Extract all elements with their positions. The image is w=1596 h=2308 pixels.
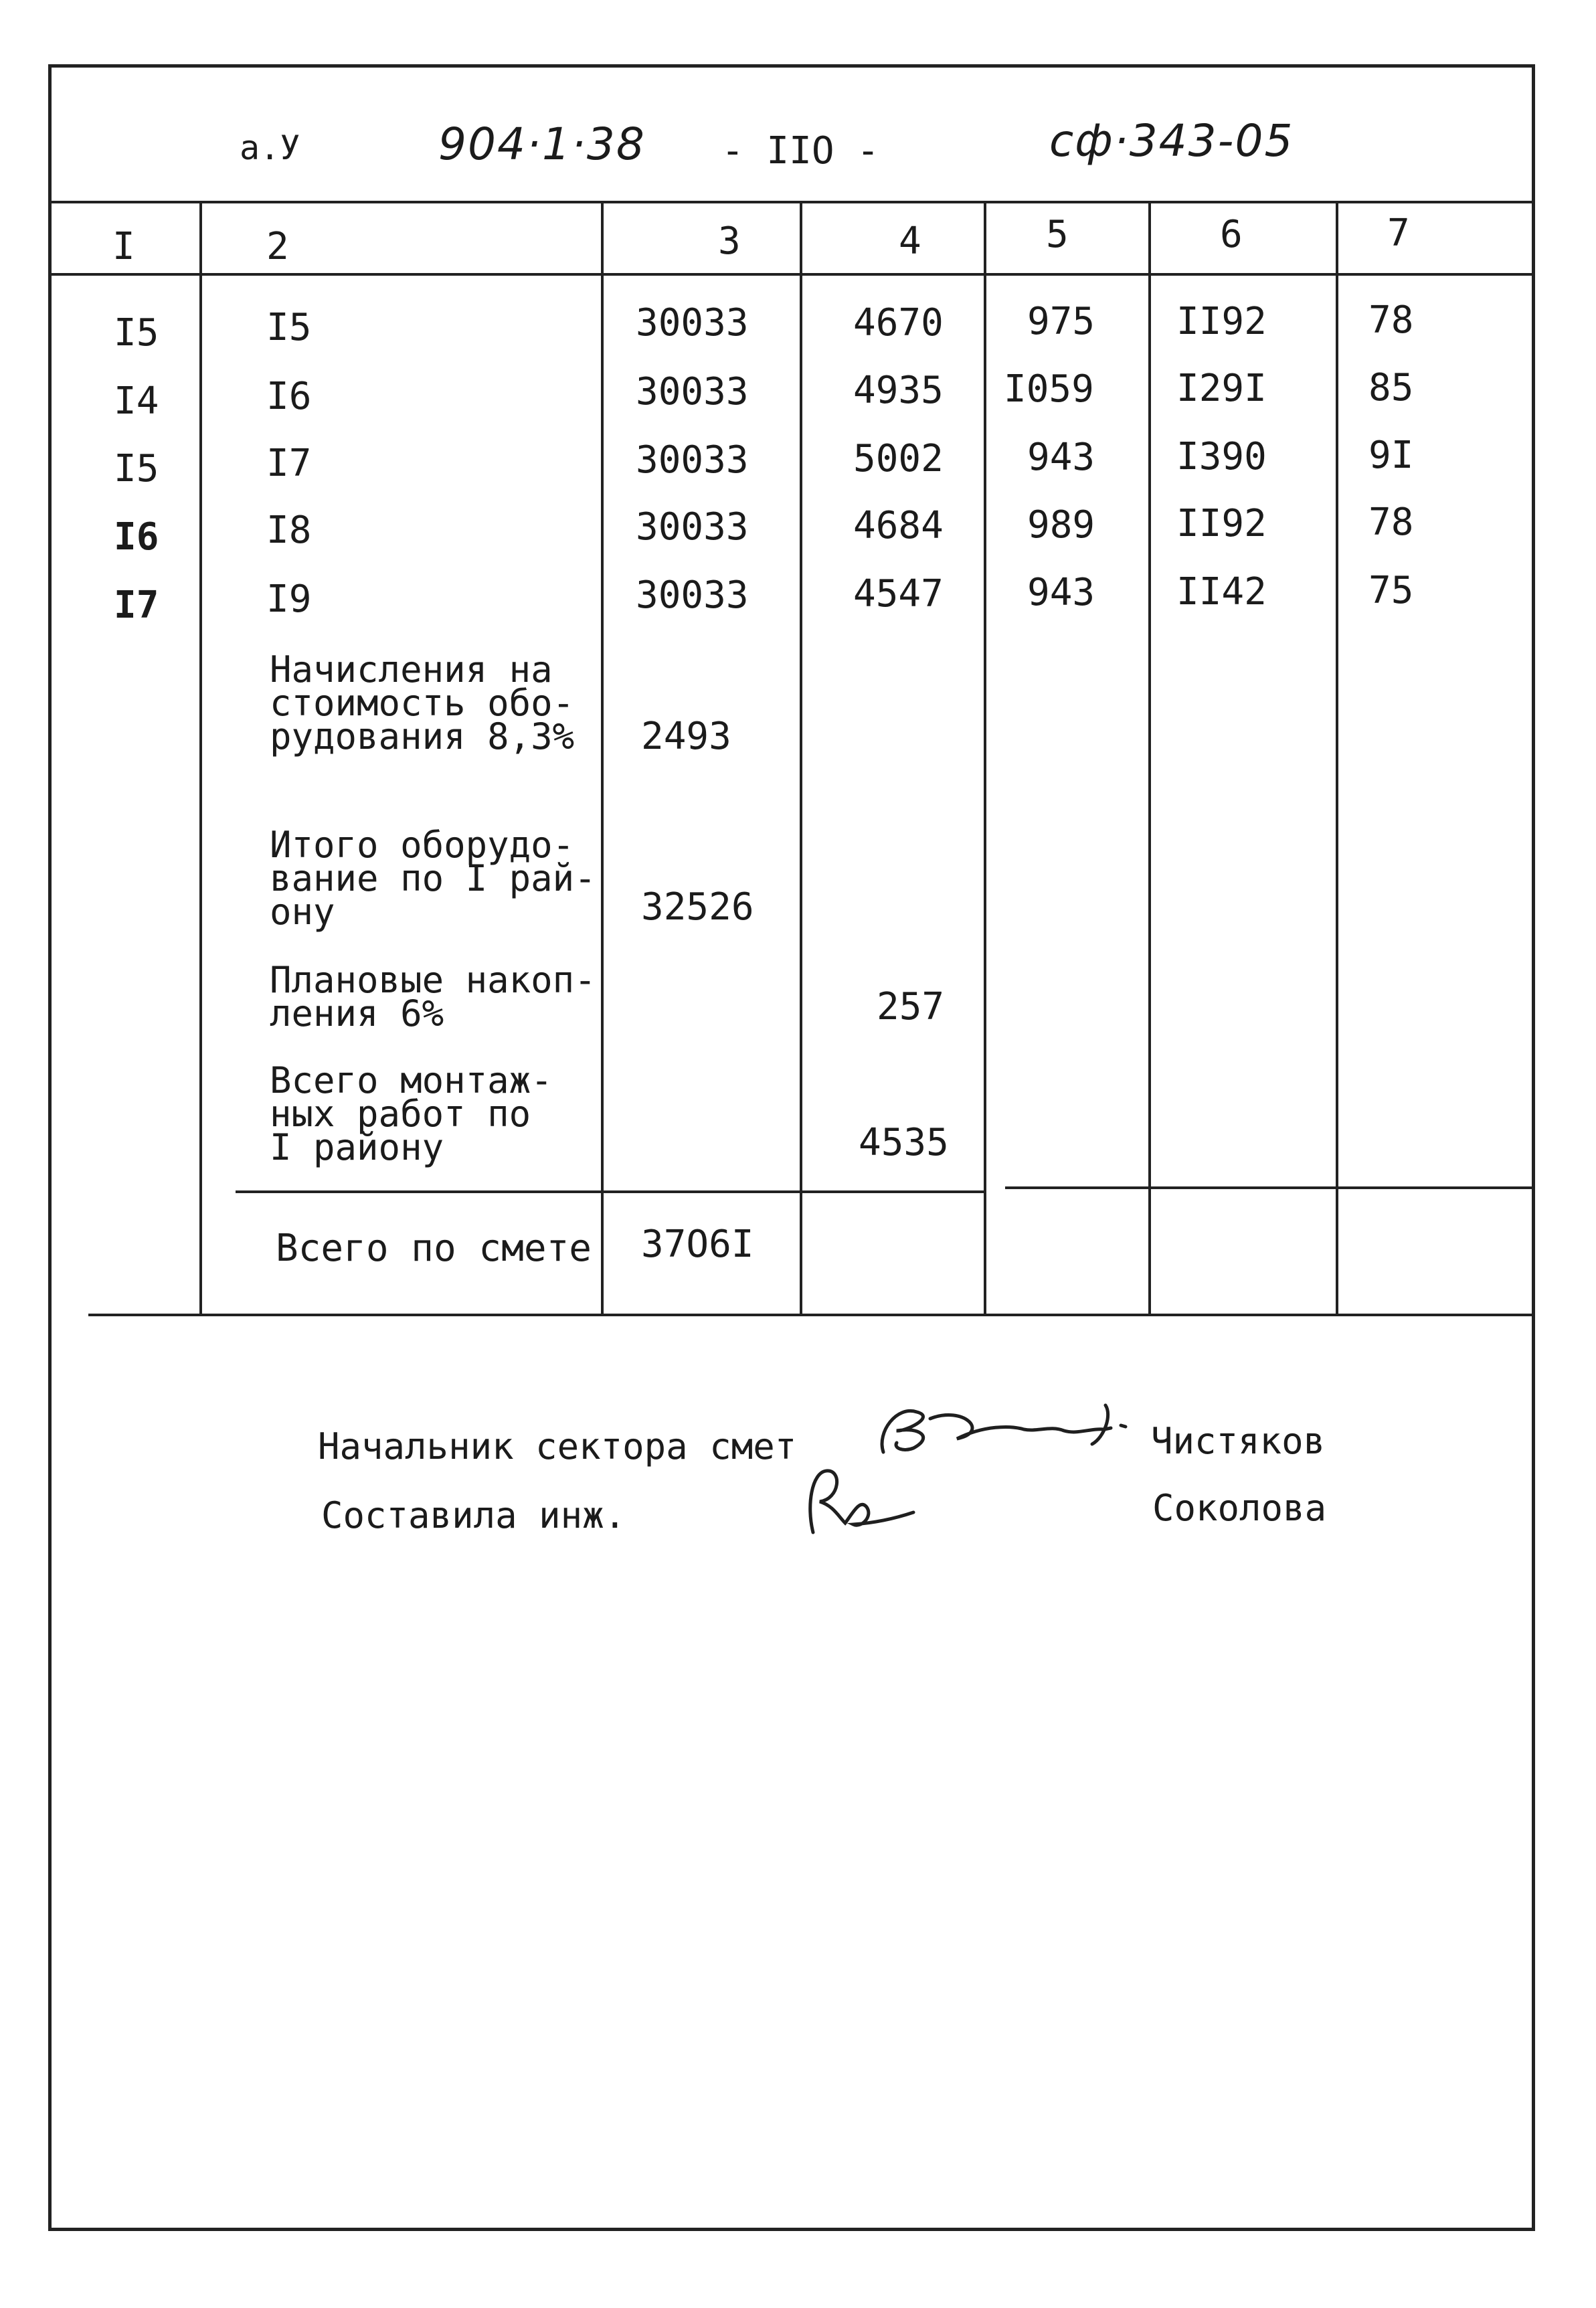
column-number-4: 4 (899, 219, 921, 263)
cell-col5: 943 (1027, 436, 1095, 479)
cell-col7: 78 (1368, 501, 1414, 544)
col-divider-3 (800, 201, 802, 1315)
cell-col4: 5002 (853, 437, 944, 480)
cell-col7: 75 (1368, 569, 1414, 612)
grand-total-label: Всего по смете (276, 1227, 592, 1270)
cell-col2: I9 (266, 578, 312, 621)
cell-col7: 85 (1368, 366, 1414, 410)
table-bottom-rule (88, 1314, 1532, 1316)
planned-savings-label: Плановые накоп- ления 6% (270, 959, 596, 1035)
grand-total-rule-right (1005, 1186, 1532, 1189)
cell-col5: 989 (1027, 503, 1095, 547)
head-of-sector-title: Начальник сектора смет (318, 1425, 797, 1468)
cell-col6: I29I (1176, 367, 1267, 410)
grand-total-value: 37О6I (641, 1223, 754, 1266)
compiler-signature (800, 1459, 960, 1539)
column-number-6: 6 (1220, 213, 1243, 256)
cell-col2: I6 (266, 375, 312, 418)
col-divider-5 (1148, 201, 1151, 1315)
head-signature (857, 1379, 1144, 1466)
cell-col3: 30033 (636, 370, 749, 414)
column-number-5: 5 (1046, 213, 1069, 256)
header-rule (52, 201, 1532, 203)
column-number-2: 2 (266, 225, 289, 268)
col-divider-6 (1336, 201, 1338, 1315)
grand-total-rule-left (236, 1190, 985, 1193)
cell-col2: I8 (266, 509, 312, 552)
cell-col7: 9I (1368, 434, 1414, 477)
cell-col6: II42 (1176, 570, 1267, 614)
cell-col6: I390 (1176, 435, 1267, 478)
cell-col3: 30033 (636, 438, 749, 482)
cell-col1: I4 (114, 379, 159, 423)
head-of-sector-name: Чистяков (1151, 1420, 1326, 1462)
charges-value: 2493 (641, 715, 731, 758)
cell-col5: 975 (1027, 300, 1095, 343)
cell-col4: 4684 (853, 504, 944, 547)
charges-label: Начисления на стоимость обо- рудования 8,3% (270, 648, 575, 758)
compiler-name: Соколова (1152, 1487, 1327, 1529)
cell-col3: 30033 (636, 301, 749, 345)
column-number-7: 7 (1387, 211, 1410, 255)
cell-col1: I5 (114, 311, 159, 355)
column-numbers-rule (52, 273, 1532, 276)
cell-col7: 78 (1368, 298, 1414, 342)
column-number-3: 3 (718, 219, 741, 263)
col-divider-1 (199, 201, 202, 1315)
sheet-code: сф·343-05 (1049, 115, 1294, 167)
col-divider-4 (984, 201, 986, 1315)
cell-col1: I7 (114, 584, 159, 627)
page-number: - IIO - (721, 129, 880, 173)
equipment-total-value: 32526 (641, 885, 754, 929)
compiler-title: Составила инж. (321, 1494, 626, 1536)
cell-col3: 30033 (636, 505, 749, 549)
planned-savings-value: 257 (877, 985, 945, 1029)
cell-col5: 943 (1027, 571, 1095, 614)
cell-col4: 4935 (853, 369, 944, 412)
cell-col6: II92 (1176, 300, 1267, 343)
cell-col4: 4547 (853, 572, 944, 616)
cell-col5: I059 (1004, 367, 1094, 411)
cell-col1: I6 (114, 515, 159, 559)
installation-total-label: Всего монтаж- ных работ по I району (270, 1059, 553, 1168)
col-divider-2 (601, 201, 604, 1315)
column-number-1: I (112, 225, 135, 268)
project-code: 904·1·38 (438, 118, 646, 170)
cell-col6: II92 (1176, 502, 1267, 545)
header-prefix: а.У (240, 128, 300, 167)
cell-col3: 30033 (636, 573, 749, 617)
cell-col2: I5 (266, 306, 312, 349)
cell-col2: I7 (266, 442, 312, 485)
installation-total-value: 4535 (859, 1121, 949, 1164)
cell-col4: 4670 (853, 301, 944, 345)
equipment-total-label: Итого оборудо- вание по I рай- ону (270, 824, 596, 933)
cell-col1: I5 (114, 447, 159, 491)
